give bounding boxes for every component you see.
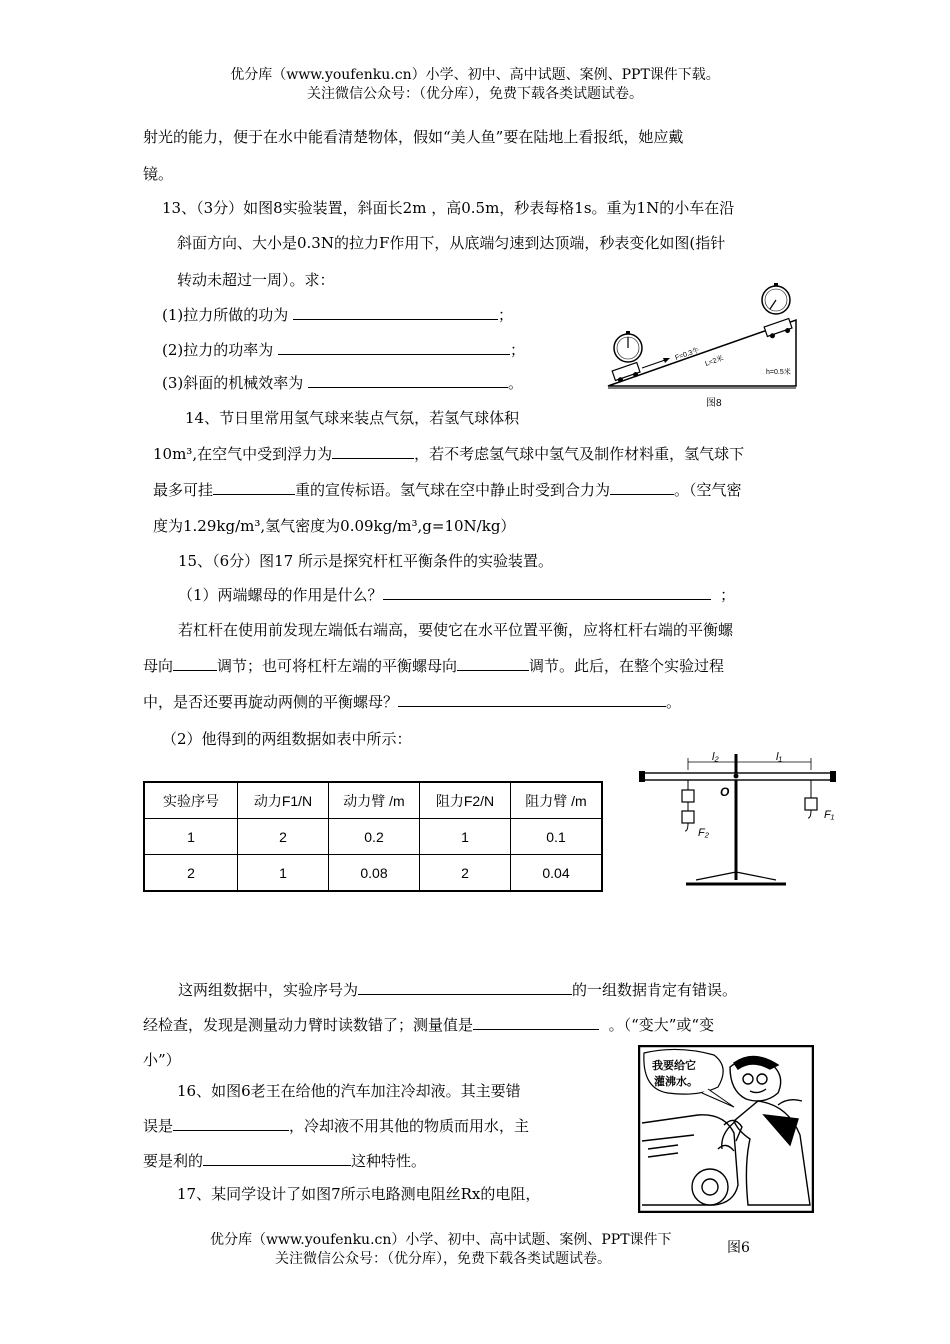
table-cell: 2 [420,855,511,892]
answer-blank-buoyancy[interactable] [332,444,414,459]
answer-blank-nut-purpose[interactable] [383,585,711,600]
table-cell: 0.2 [329,819,420,855]
q13-sub-2: (2)拉力的功率为 ； [162,341,526,359]
q13-sub-1: (1)拉力所做的功为 ； [162,306,514,324]
answer-blank-weight[interactable] [213,480,295,495]
table-header: 动力F1/N [238,782,329,819]
table-header: 阻力F2/N [420,782,511,819]
left-nut [639,771,645,782]
pivot-o-label: O [720,785,730,799]
q13-line-2: 斜面方向、大小是0.3N的拉力F作用下，从底端匀速到达顶端，秒表变化如图(指针 [177,234,726,252]
q16-line-1: 16、如图6老王在给他的汽车加注冷却液。其主要错 [177,1082,521,1100]
answer-blank-left-nut[interactable] [457,656,529,671]
answer-blank-measured[interactable] [473,1015,599,1030]
q14-line-3: 最多可挂 重的宣传标语。氢气球在空中静止时受到合力为 。（空气密 [153,481,742,499]
answer-blank-work[interactable] [293,305,498,320]
table-cell: 0.1 [511,819,603,855]
arm-l2-label: l₂ [712,751,719,763]
weight-left-1 [682,790,694,802]
table-row [144,819,602,855]
answer-blank-adjust-again[interactable] [398,692,666,707]
height-label: h=0.5米 [766,369,791,376]
q14-line-4: 度为1.29kg/m³,氢气密度为0.09kg/m³,g=10N/kg） [153,517,516,535]
q15-line-4: 母向 调节；也可将杠杆左端的平衡螺母向 调节。此后，在整个实验过程 [143,657,725,675]
incline-figure [598,282,808,412]
q15-line-3: 若杠杆在使用前发现左端低右端高，要使它在水平位置平衡，应将杠杆右端的平衡螺 [178,621,734,639]
q15-line-2: （1）两端螺母的作用是什么？ ； [178,586,736,604]
arm-l1-label: l₁ [776,751,782,763]
q12-line-1: 射光的能力，便于在水中能看清楚物体，假如“美人鱼”要在陆地上看报纸，她应戴 [143,128,684,146]
figure-8-caption: 图8 [706,398,722,409]
answer-blank-power[interactable] [278,340,510,355]
table-cell: 2 [144,855,238,892]
answer-blank-net-force[interactable] [610,480,674,495]
q13-line-3: 转动未超过一周）。求： [177,271,335,289]
q16-line-2: 误是 ，冷却液不用其他的物质而用水，主 [143,1117,530,1135]
bubble-line-1: 我要给它 [652,1060,696,1072]
table-header: 实验序号 [144,782,238,819]
q17-line-1: 17、某同学设计了如图7所示电路测电阻丝Rx的电阻， [177,1185,541,1203]
table-header: 阻力臂 /m [511,782,603,819]
table-cell: 1 [144,819,238,855]
q13-line-1: 13、（3分）如图8实验装置，斜面长2m ，高0.5m，秒表每格1s。重为1N的小车在沿 [162,199,735,217]
table-cell: 1 [420,819,511,855]
lever-figure [636,748,846,890]
q15-line-9: 小”） [143,1051,181,1069]
q12-line-2: 镜。 [143,165,174,183]
q15-line-7: 这两组数据中，实验序号为 的一组数据肯定有错误。 [178,981,738,999]
right-nut [830,771,836,782]
footer-line-1: 优分库（www.youfenku.cn）小学、初中、高中试题、案例、PPT课件下 [210,1232,672,1248]
answer-blank-mistake[interactable] [173,1116,289,1131]
weight-right [805,798,817,810]
stopwatch-start-icon [614,331,642,362]
cart-top [764,319,793,340]
weight-left-2 [682,811,694,823]
stopwatch-end-icon [762,283,790,314]
answer-blank-wrong-row[interactable] [358,980,572,995]
cart-bottom [612,363,641,384]
table-cell: 0.04 [511,855,603,892]
table-cell: 1 [238,855,329,892]
lever-data-table [143,781,603,892]
q15-line-5: 中，是否还要再旋动两侧的平衡螺母？ 。 [143,693,682,711]
table-header-row [144,782,602,819]
table-header: 动力臂 /m [329,782,420,819]
answer-blank-right-nut[interactable] [173,656,217,671]
q15-line-6: （2）他得到的两组数据如表中所示： [162,730,412,748]
header-line-1: 优分库（www.youfenku.cn）小学、初中、高中试题、案例、PPT课件下载。 [230,67,720,83]
q14-line-2: 10m³,在空气中受到浮力为 ，若不考虑氢气球中氢气及制作材料重，氢气球下 [153,445,745,463]
footer-line-2: 关注微信公众号：（优分库），免费下载各类试题试卷。 [275,1251,611,1267]
q16-line-3: 要是利的 这种特性。 [143,1152,427,1170]
force-f1-label: F₁ [824,809,835,821]
header-line-2: 关注微信公众号：（优分库），免费下载各类试题试卷。 [307,86,643,102]
q15-line-8: 经检查，发现是测量动力臂时读数错了；测量值是 。（“变大”或“变 [143,1016,715,1034]
figure-6-caption: 图6 [727,1240,750,1256]
force-label: F=0.3牛 [674,347,701,362]
q15-line-1: 15、（6分）图17 所示是探究杆杠平衡条件的实验装置。 [178,552,553,570]
length-label: L=2米 [704,355,725,368]
table-cell: 0.08 [329,855,420,892]
bubble-line-2: 灌沸水。 [654,1076,698,1088]
answer-blank-efficiency[interactable] [308,373,508,388]
answer-blank-property[interactable] [203,1151,351,1166]
force-f2-label: F₂ [698,827,709,839]
table-row [144,855,602,892]
q13-sub-3: (3)斜面的机械效率为 。 [162,374,524,392]
car-coolant-cartoon [638,1045,814,1213]
table-cell: 2 [238,819,329,855]
q14-line-1: 14、节日里常用氢气球来装点气氛，若氢气球体积 [185,409,520,427]
